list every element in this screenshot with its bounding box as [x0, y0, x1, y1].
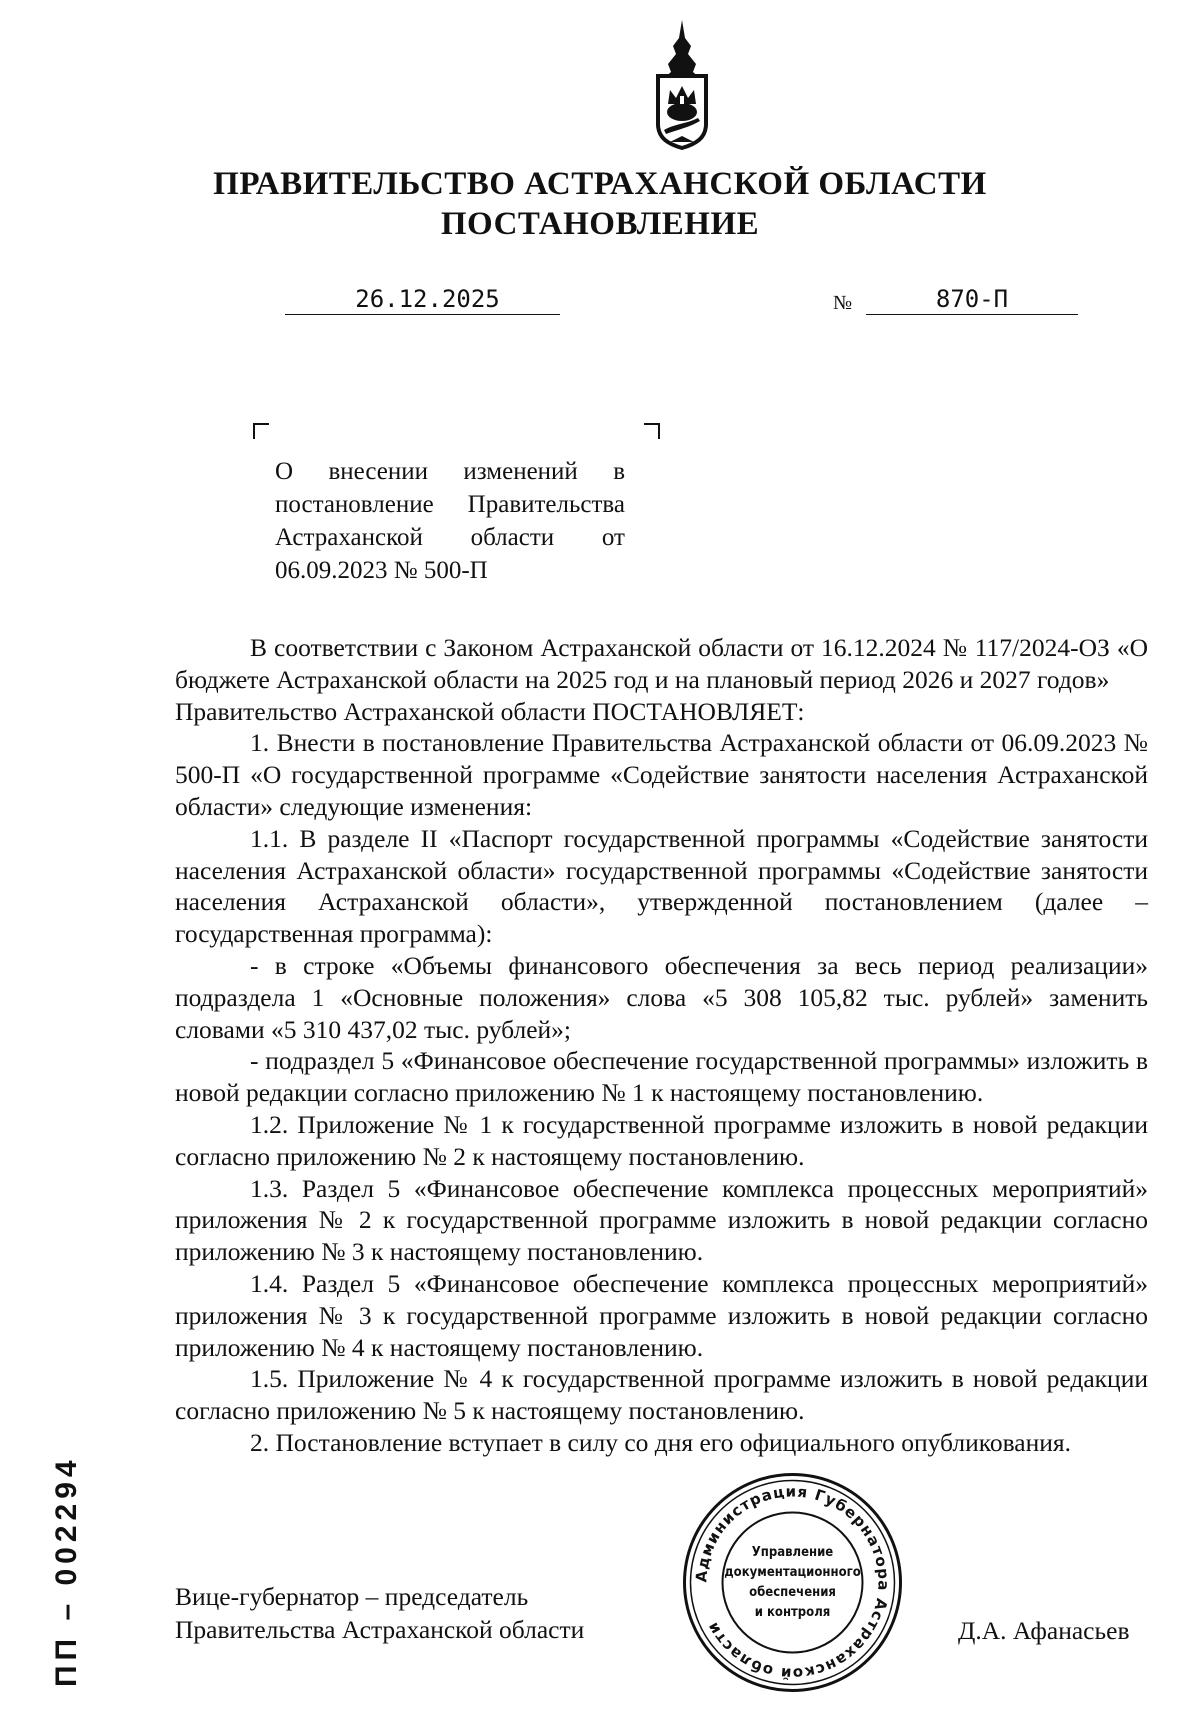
- document-body: [175, 632, 1148, 1459]
- stamp-line1: Управление: [751, 1545, 834, 1560]
- paragraph-1-1: 1.1. В разделе II «Паспорт государственной программы «Содействие занятости населения Астраханской области» государственной программы «Содействие занятости населения Астраханской области», утвержденной постановлением (далее – государственная программа):: [175, 823, 1148, 949]
- paragraph-preamble: В соответствии с Законом Астраханской области от 16.12.2024 № 117/2024-ОЗ «О бюджете Астраханской области на 2025 год и на плановый период 2026 и 2027 годов»: [175, 633, 1148, 694]
- paragraph-1-4: 1.4. Раздел 5 «Финансовое обеспечение комплекса процессных мероприятий» приложения № 3 к государственной программе изложить в новой редакции согласно приложению № 4 к настоящему постановлению.: [175, 1268, 1148, 1362]
- signer-position: [175, 1580, 584, 1646]
- official-stamp: [680, 1470, 905, 1695]
- stamp-line2: документационного: [724, 1565, 861, 1580]
- stamp-line3: обеспечения: [749, 1585, 836, 1600]
- document-subject: О внесении изменений в постановление Правительства Астраханской области от 06.09.2023 № 500-П: [275, 458, 625, 584]
- signer-position-line1: Вице-губернатор – председатель: [175, 1582, 529, 1611]
- number-sign: №: [833, 292, 853, 314]
- paragraph-resolves: Правительство Астраханской области ПОСТАНОВЛЯЕТ:: [175, 696, 805, 726]
- stamp-line4: и контроля: [754, 1605, 831, 1620]
- signer-name: Д.А. Афанасьев: [958, 1616, 1130, 1645]
- side-registration-code: [14, 1382, 104, 1692]
- paragraph-1-2: 1.2. Приложение № 1 к государственной программе изложить в новой редакции согласно приложению № 2 к настоящему постановлению.: [175, 1109, 1148, 1171]
- document-number: 870-П: [866, 284, 1078, 315]
- paragraph-2: 2. Постановление вступает в силу со дня его официального опубликования.: [250, 1427, 1071, 1457]
- signer-position-line2: Правительства Астраханской области: [175, 1615, 585, 1644]
- subject-bracket-left: [253, 423, 269, 439]
- subject-bracket-right: [644, 423, 660, 439]
- stamp-ring-text: Администрация Губернатора Астраханской области: [692, 1482, 893, 1683]
- government-title: ПРАВИТЕЛЬСТВО АСТРАХАНСКОЙ ОБЛАСТИ: [213, 166, 987, 202]
- paragraph-1: 1. Внести в постановление Правительства Астраханской области от 06.09.2023 № 500-П «О государственной программе «Содействие занятости населения Астраханской области» следующие изменения:: [175, 728, 1148, 821]
- document-type-title: ПОСТАНОВЛЕНИЕ: [440, 206, 760, 242]
- paragraph-1-1-b: - подраздел 5 «Финансовое обеспечение государственной программы» изложить в новой редакции согласно приложению № 1 к настоящему постановлению.: [175, 1046, 1148, 1108]
- document-date: 26.12.2025: [285, 284, 560, 315]
- paragraph-1-3: 1.3. Раздел 5 «Финансовое обеспечение комплекса процессных мероприятий» приложения № 2 к государственной программе изложить в новой редакции согласно приложению № 3 к настоящему постановлению.: [175, 1173, 1148, 1267]
- coat-of-arms-icon: [640, 20, 724, 160]
- paragraph-1-1-a: - в строке «Объемы финансового обеспечения за весь период реализации» подраздела 1 «Основные положения» слова «5 308 105,82 тыс. рублей» заменить словами «5 310 437,02 тыс. рублей»;: [175, 950, 1148, 1044]
- side-code-text: ПП – 002294: [50, 1455, 83, 1687]
- paragraph-1-5: 1.5. Приложение № 4 к государственной программе изложить в новой редакции согласно приложению № 5 к настоящему постановлению.: [175, 1364, 1148, 1426]
